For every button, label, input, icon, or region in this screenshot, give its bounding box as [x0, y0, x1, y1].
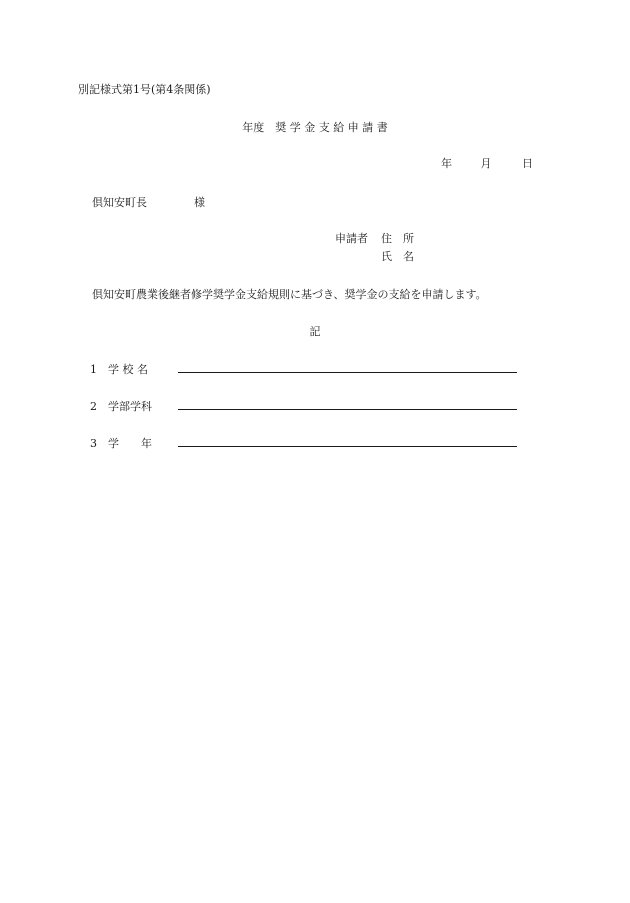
addressee-name: 倶知安町長	[92, 196, 147, 209]
department-blank-line[interactable]	[178, 409, 517, 410]
item-school-name	[90, 361, 172, 379]
applicant-address-row	[335, 230, 414, 248]
date-year: 年	[441, 157, 452, 170]
body-text: 倶知安町農業後継者修学奨学金支給規則に基づき、奨学金の支給を申請します。	[92, 288, 487, 301]
item-label: 学部学科	[108, 400, 152, 413]
item-department	[90, 398, 172, 416]
ki-heading: 記	[309, 325, 321, 338]
addressee-honorific: 様	[194, 196, 205, 209]
addressee	[92, 194, 205, 210]
applicant-label: 申請者	[335, 232, 368, 245]
item-number: 2	[90, 400, 97, 413]
item-number: 3	[90, 437, 97, 450]
date-day: 日	[522, 157, 533, 170]
form-number: 別記様式第1号(第4条関係)	[78, 83, 211, 96]
date-month: 月	[480, 157, 492, 170]
date-line	[441, 155, 533, 171]
item-label: 学 年	[108, 437, 152, 450]
school-name-blank-line[interactable]	[178, 372, 517, 373]
applicant-block	[335, 230, 414, 266]
grade-blank-line[interactable]	[178, 446, 517, 447]
item-number: 1	[90, 363, 97, 376]
item-label: 学 校 名	[108, 363, 148, 376]
item-grade	[90, 435, 172, 453]
applicant-name-label: 氏 名	[381, 250, 414, 263]
applicant-address-label: 住 所	[381, 232, 414, 245]
document-title: 年度 奨 学 金 支 給 申 請 書	[242, 121, 388, 134]
applicant-name-row	[335, 248, 414, 266]
